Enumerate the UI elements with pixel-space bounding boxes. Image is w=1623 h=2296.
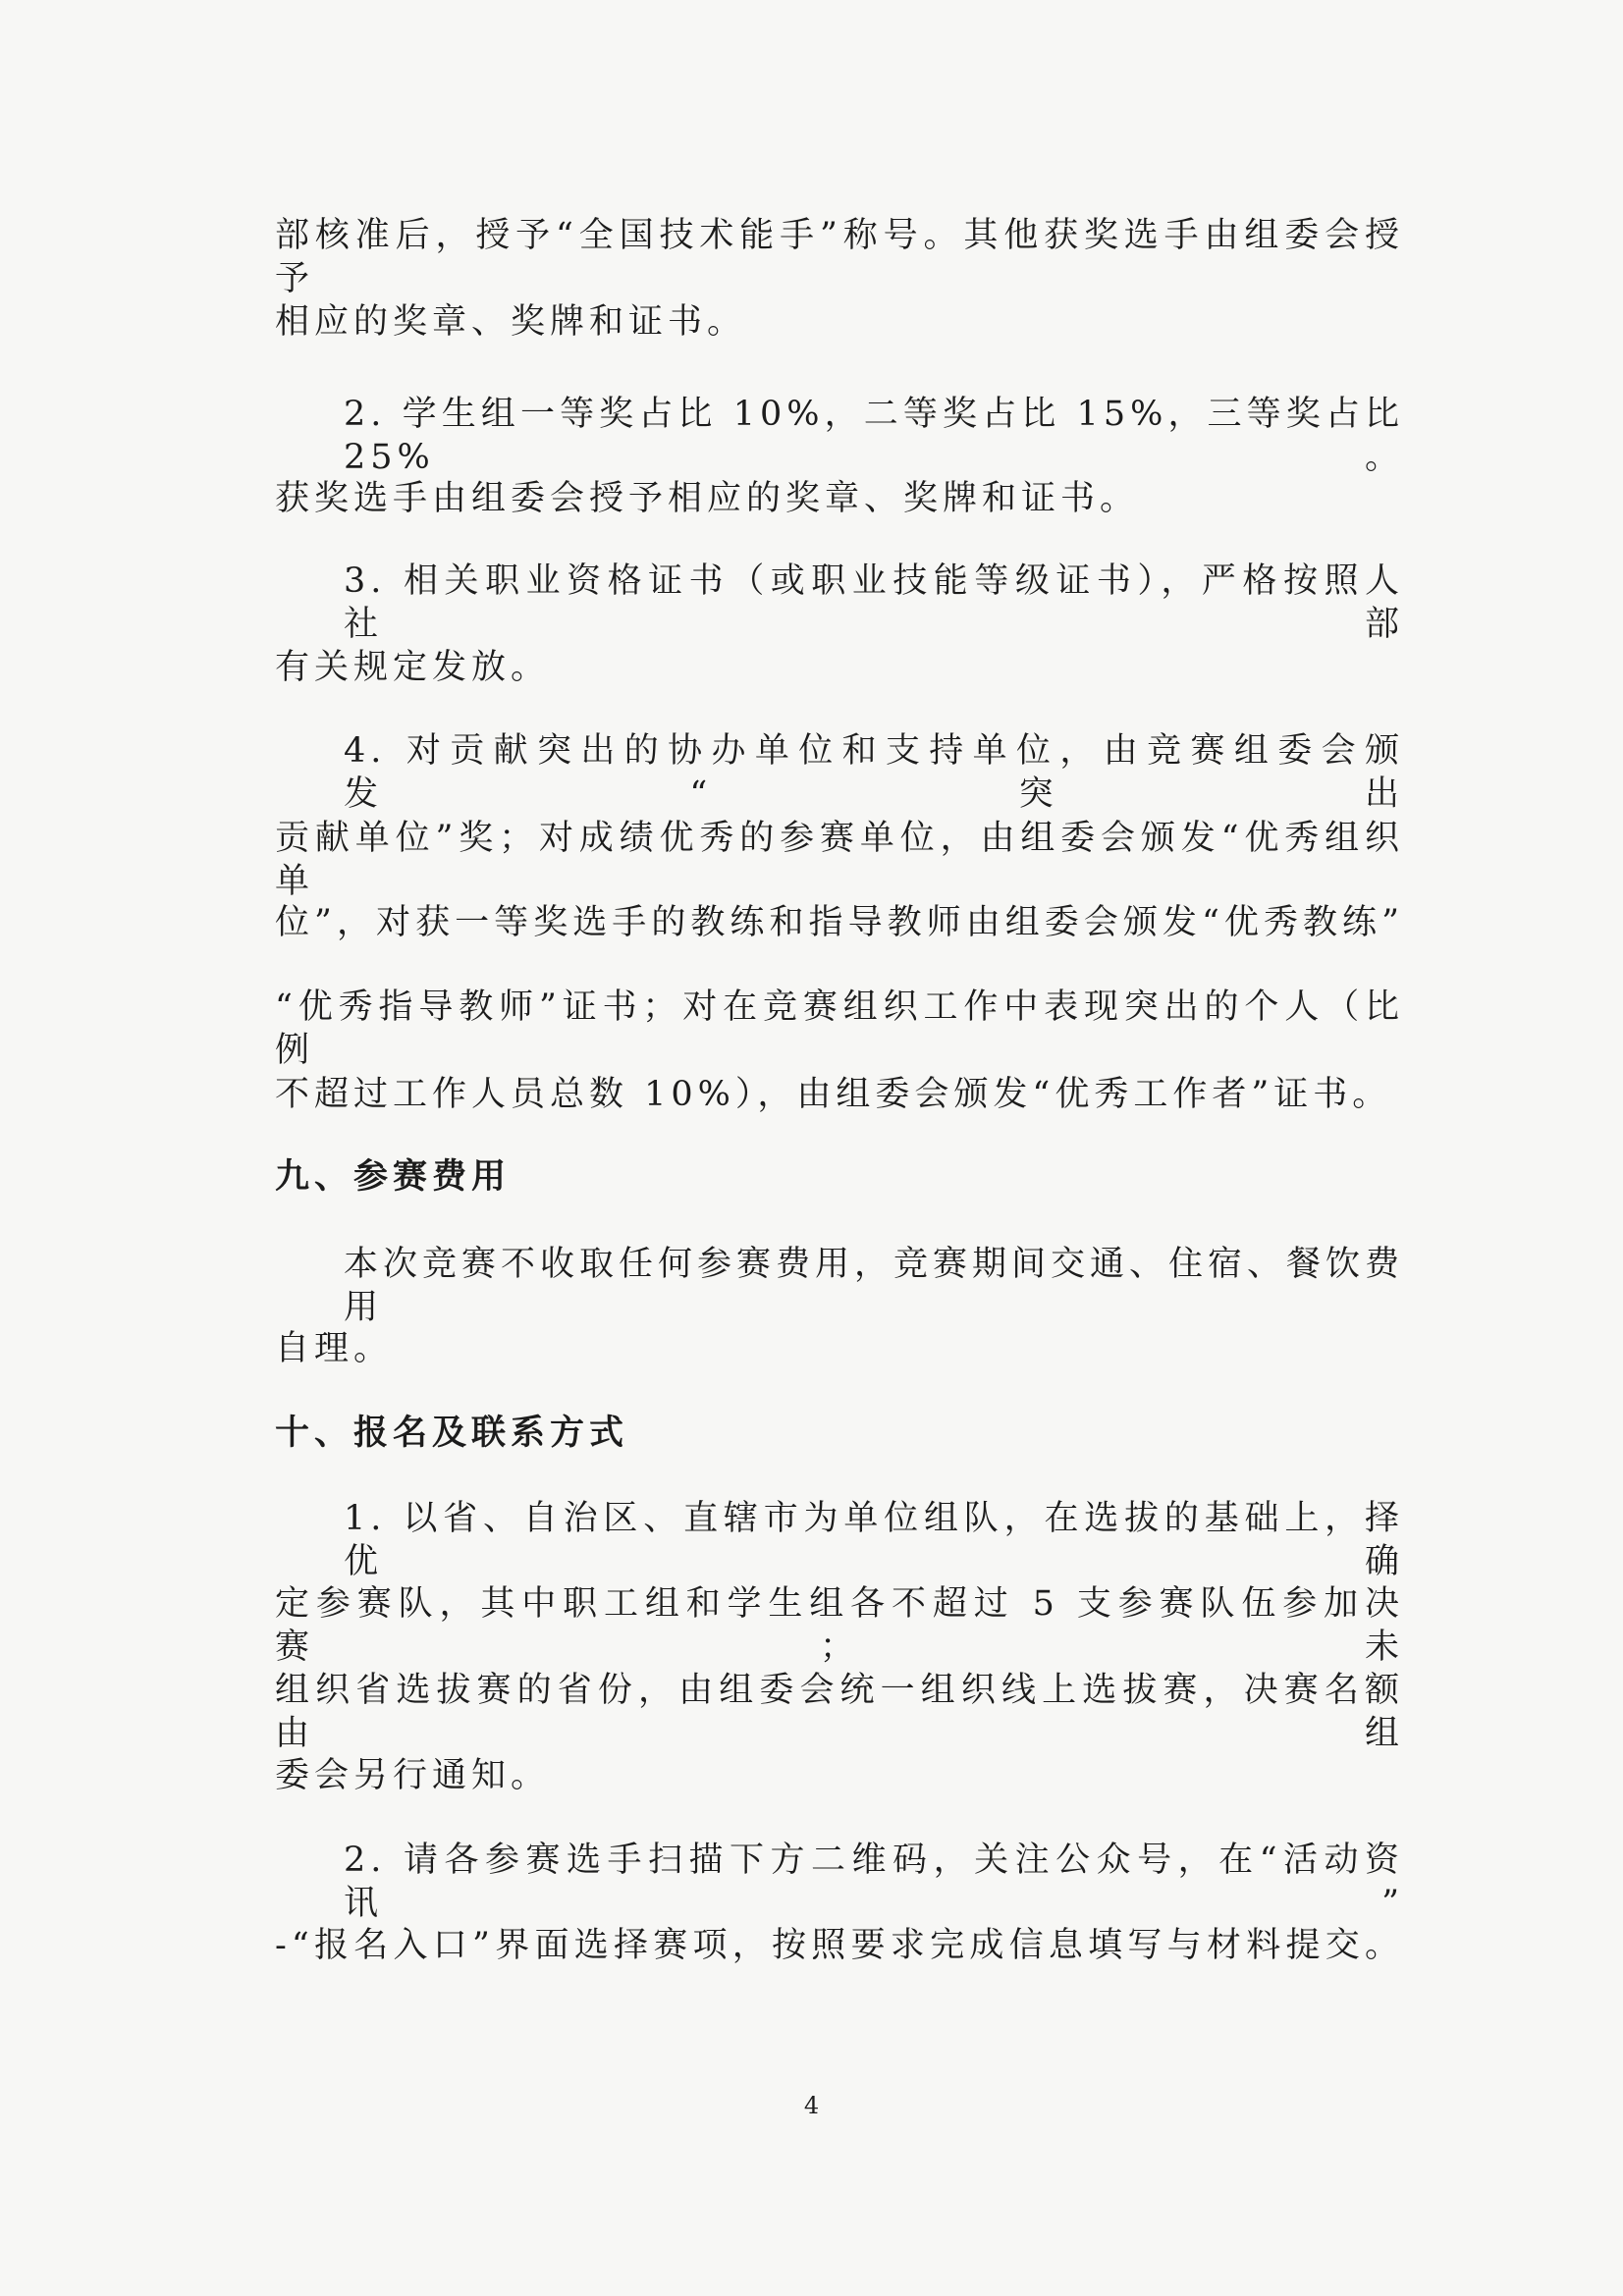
paragraph-line: 委会另行通知。 — [275, 1756, 551, 1795]
paragraph-line: 4. 对贡献突出的协办单位和支持单位，由竞赛组委会颁发“突出 — [344, 731, 1404, 814]
paragraph-line: 2. 请各参赛选手扫描下方二维码，关注公众号，在“活动资讯” — [344, 1841, 1404, 1923]
paragraph-line: 获奖选手由组委会授予相应的奖章、奖牌和证书。 — [275, 479, 1140, 518]
paragraph-line: 本次竞赛不收取任何参赛费用，竞赛期间交通、住宿、餐饮费用 — [344, 1245, 1405, 1327]
paragraph-line: 不超过工作人员总数 10%），由组委会颁发“优秀工作者”证书。 — [275, 1075, 1392, 1114]
paragraph-line: 部核准后，授予“全国技术能手”称号。其他获奖选手由组委会授予 — [275, 216, 1404, 298]
paragraph-line: 相应的奖章、奖牌和证书。 — [275, 302, 747, 342]
paragraph-line: 1. 以省、自治区、直辖市为单位组队，在选拔的基础上，择优确 — [344, 1499, 1404, 1581]
paragraph-line: -“报名入口”界面选择赛项，按照要求完成信息填写与材料提交。 — [275, 1926, 1404, 1965]
section-heading-fees: 九、参赛费用 — [275, 1156, 512, 1197]
paragraph-line: 位”，对获一等奖选手的教练和指导教师由组委会颁发“优秀教练” — [275, 903, 1404, 942]
section-heading-registration: 十、报名及联系方式 — [275, 1413, 629, 1453]
page-number: 4 — [803, 2092, 820, 2119]
paragraph-line: 3. 相关职业资格证书（或职业技能等级证书），严格按照人社部 — [344, 561, 1404, 644]
paragraph-line: 自理。 — [275, 1329, 394, 1368]
paragraph-line: 有关规定发放。 — [275, 648, 551, 687]
paragraph-line: 2. 学生组一等奖占比 10%，二等奖占比 15%，三等奖占比 25%。 — [344, 395, 1404, 477]
paragraph-line: 贡献单位”奖；对成绩优秀的参赛单位，由组委会颁发“优秀组织单 — [275, 819, 1404, 901]
paragraph-line: “优秀指导教师”证书；对在竞赛组织工作中表现突出的个人（比例 — [275, 988, 1404, 1070]
paragraph-line: 组织省选拔赛的省份，由组委会统一组织线上选拔赛，决赛名额由组 — [275, 1671, 1404, 1753]
paragraph-line: 定参赛队，其中职工组和学生组各不超过 5 支参赛队伍参加决赛；未 — [275, 1584, 1404, 1667]
